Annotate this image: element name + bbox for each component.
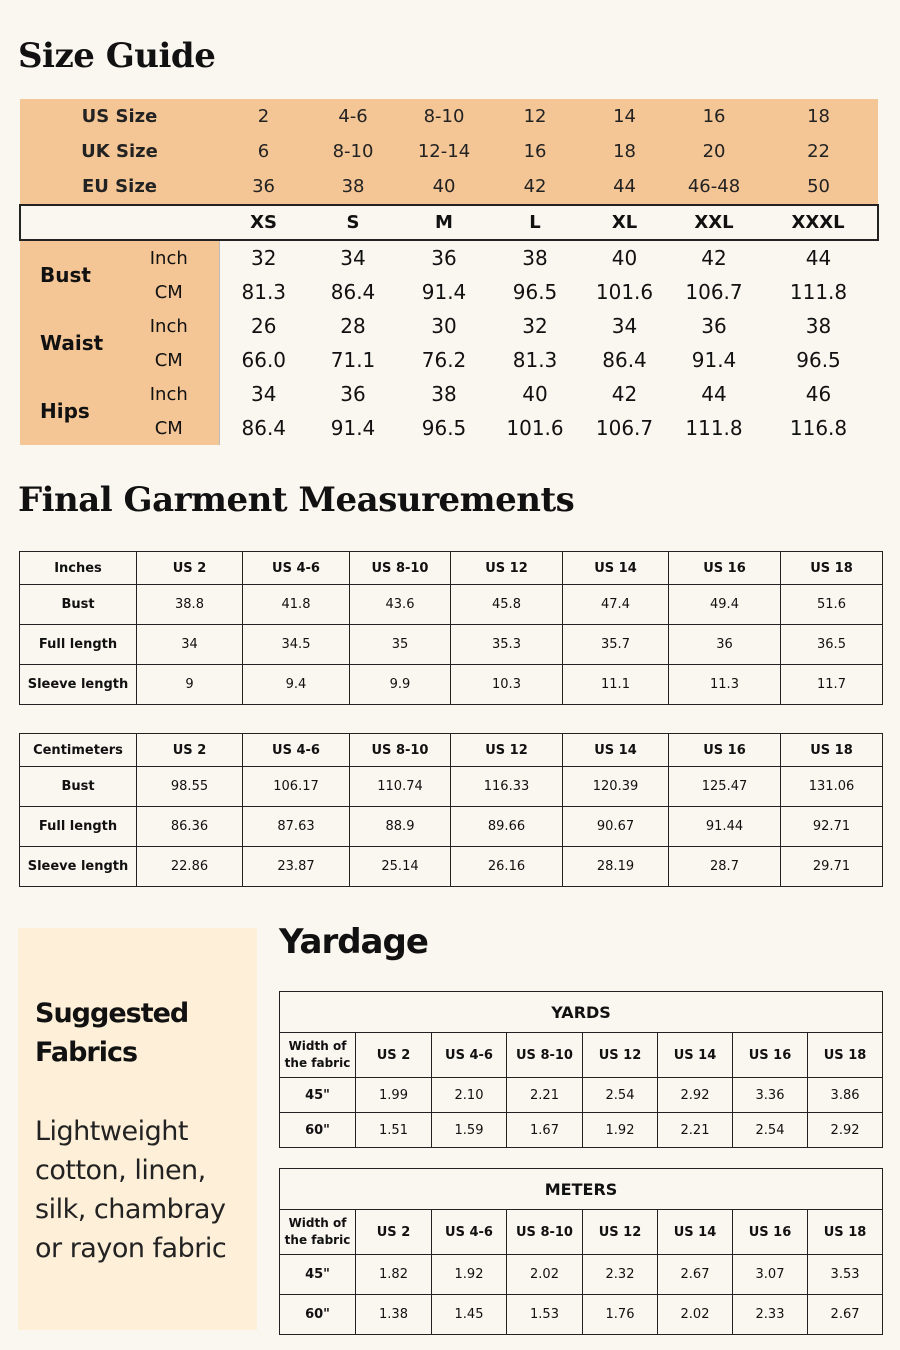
measurement-value: 81.3 (490, 343, 580, 377)
letter-size: L (490, 205, 580, 240)
size-value: 8-10 (398, 99, 490, 134)
measurement-value: 106.7 (669, 275, 759, 309)
row-label: Sleeve length (20, 665, 137, 705)
size-guide-table (19, 99, 879, 445)
garment-row (20, 807, 883, 847)
measurement-value: 86.4 (219, 411, 308, 445)
size-column-header: US 12 (583, 1210, 658, 1255)
letter-size: XXXL (759, 205, 878, 240)
size-system-label: US Size (20, 99, 219, 134)
fabric-width: 45" (280, 1255, 356, 1295)
garment-value: 89.66 (451, 807, 563, 847)
letter-size-blank (20, 205, 219, 240)
garment-value: 9 (137, 665, 243, 705)
size-column-header: US 18 (808, 1033, 883, 1078)
unit-heading: Inches (20, 552, 137, 585)
measurement-value: 101.6 (490, 411, 580, 445)
measurement-cm-row (20, 411, 878, 445)
measurement-value: 36 (669, 309, 759, 343)
yardage-value: 2.02 (507, 1255, 583, 1295)
garment-value: 11.3 (669, 665, 781, 705)
garment-value: 106.17 (243, 767, 350, 807)
garment-value: 35 (350, 625, 451, 665)
garment-header-row (20, 734, 883, 767)
garment-value: 51.6 (781, 585, 883, 625)
size-column-header: US 14 (658, 1033, 733, 1078)
size-system-label: EU Size (20, 169, 219, 205)
row-label: Bust (20, 767, 137, 807)
size-column-header: US 4-6 (432, 1033, 507, 1078)
garment-value: 91.44 (669, 807, 781, 847)
garment-value: 116.33 (451, 767, 563, 807)
yardage-value: 1.53 (507, 1295, 583, 1335)
measurement-name: Waist (20, 309, 119, 377)
size-value: 12 (490, 99, 580, 134)
size-header-row (20, 169, 878, 205)
unit-label: Inch (119, 377, 219, 411)
row-label: Sleeve length (20, 847, 137, 887)
letter-size: S (308, 205, 398, 240)
garment-value: 29.71 (781, 847, 883, 887)
yardage-row (280, 1295, 883, 1335)
measurement-cm-row (20, 343, 878, 377)
garment-value: 36 (669, 625, 781, 665)
size-value: 16 (490, 134, 580, 169)
yardage-value: 2.92 (808, 1113, 883, 1148)
garment-value: 41.8 (243, 585, 350, 625)
unit-label: CM (119, 411, 219, 445)
measurement-value: 34 (308, 240, 398, 275)
garment-value: 23.87 (243, 847, 350, 887)
garment-row (20, 767, 883, 807)
unit-label: Inch (119, 240, 219, 275)
yardage-value: 3.86 (808, 1078, 883, 1113)
garment-inches-table (19, 551, 883, 705)
measurement-value: 42 (669, 240, 759, 275)
size-column-header: US 4-6 (243, 734, 350, 767)
measurement-value: 91.4 (308, 411, 398, 445)
yardage-value: 2.54 (583, 1078, 658, 1113)
measurement-value: 40 (490, 377, 580, 411)
garment-value: 43.6 (350, 585, 451, 625)
size-value: 38 (308, 169, 398, 205)
measurement-value: 96.5 (398, 411, 490, 445)
garment-value: 35.7 (563, 625, 669, 665)
yardage-value: 1.76 (583, 1295, 658, 1335)
measurement-value: 71.1 (308, 343, 398, 377)
garment-row (20, 847, 883, 887)
row-label: Bust (20, 585, 137, 625)
yardage-meters-table (279, 1168, 883, 1335)
measurement-inch-row (20, 377, 878, 411)
yardage-yards-table (279, 991, 883, 1148)
size-header-row (20, 134, 878, 169)
measurement-name: Bust (20, 240, 119, 309)
garment-value: 9.4 (243, 665, 350, 705)
measurement-cm-row (20, 275, 878, 309)
unit-heading: Centimeters (20, 734, 137, 767)
measurement-value: 38 (398, 377, 490, 411)
size-system-label: UK Size (20, 134, 219, 169)
garment-value: 9.9 (350, 665, 451, 705)
yardage-value: 1.51 (356, 1113, 432, 1148)
size-column-header: US 8-10 (507, 1033, 583, 1078)
garment-value: 47.4 (563, 585, 669, 625)
size-column-header: US 8-10 (350, 734, 451, 767)
garment-centimeters-table (19, 733, 883, 887)
size-column-header: US 16 (733, 1033, 808, 1078)
measurement-value: 36 (308, 377, 398, 411)
row-label: Full length (20, 807, 137, 847)
garment-value: 38.8 (137, 585, 243, 625)
measurement-value: 34 (580, 309, 669, 343)
size-column-header: US 4-6 (432, 1210, 507, 1255)
measurement-value: 101.6 (580, 275, 669, 309)
size-value: 44 (580, 169, 669, 205)
garment-row (20, 625, 883, 665)
size-column-header: US 14 (658, 1210, 733, 1255)
yardage-value: 2.67 (658, 1255, 733, 1295)
garment-header-row (20, 552, 883, 585)
size-value: 16 (669, 99, 759, 134)
size-column-header: US 14 (563, 552, 669, 585)
size-value: 42 (490, 169, 580, 205)
size-column-header: US 2 (137, 552, 243, 585)
garment-row (20, 665, 883, 705)
garment-value: 88.9 (350, 807, 451, 847)
yardage-value: 2.32 (583, 1255, 658, 1295)
garment-value: 34.5 (243, 625, 350, 665)
size-value: 4-6 (308, 99, 398, 134)
garment-value: 36.5 (781, 625, 883, 665)
garment-value: 98.55 (137, 767, 243, 807)
size-value: 14 (580, 99, 669, 134)
garment-value: 125.47 (669, 767, 781, 807)
garment-value: 11.1 (563, 665, 669, 705)
measurement-value: 86.4 (308, 275, 398, 309)
measurement-value: 42 (580, 377, 669, 411)
measurement-value: 28 (308, 309, 398, 343)
size-column-header: US 8-10 (507, 1210, 583, 1255)
yardage-title: Yardage (279, 922, 428, 962)
garment-value: 90.67 (563, 807, 669, 847)
garment-value: 25.14 (350, 847, 451, 887)
size-column-header: US 8-10 (350, 552, 451, 585)
yardage-value: 2.92 (658, 1078, 733, 1113)
garment-value: 26.16 (451, 847, 563, 887)
garment-value: 92.71 (781, 807, 883, 847)
garment-value: 86.36 (137, 807, 243, 847)
measurement-value: 81.3 (219, 275, 308, 309)
measurement-value: 32 (490, 309, 580, 343)
size-column-header: US 4-6 (243, 552, 350, 585)
row-label: Full length (20, 625, 137, 665)
garment-value: 131.06 (781, 767, 883, 807)
letter-size: XL (580, 205, 669, 240)
size-column-header: US 14 (563, 734, 669, 767)
garment-value: 87.63 (243, 807, 350, 847)
size-guide-title: Size Guide (18, 36, 216, 76)
size-value: 18 (759, 99, 878, 134)
measurement-value: 38 (490, 240, 580, 275)
measurement-value: 26 (219, 309, 308, 343)
width-of-fabric-label: Width of the fabric (280, 1033, 356, 1078)
yardage-value: 3.07 (733, 1255, 808, 1295)
size-column-header: US 2 (137, 734, 243, 767)
size-value: 46-48 (669, 169, 759, 205)
measurement-value: 106.7 (580, 411, 669, 445)
measurement-value: 66.0 (219, 343, 308, 377)
yardage-value: 1.38 (356, 1295, 432, 1335)
fabric-width: 45" (280, 1078, 356, 1113)
measurement-value: 30 (398, 309, 490, 343)
size-column-header: US 18 (781, 734, 883, 767)
yardage-value: 2.02 (658, 1295, 733, 1335)
letter-size: M (398, 205, 490, 240)
letter-size: XS (219, 205, 308, 240)
size-header-row (20, 99, 878, 134)
size-value: 12-14 (398, 134, 490, 169)
size-value: 2 (219, 99, 308, 134)
yardage-value: 2.54 (733, 1113, 808, 1148)
garment-value: 110.74 (350, 767, 451, 807)
yardage-value: 2.21 (658, 1113, 733, 1148)
yardage-unit-title: YARDS (280, 992, 883, 1033)
letter-size-row (20, 205, 878, 240)
measurement-value: 91.4 (398, 275, 490, 309)
suggested-fabrics-title: Suggested Fabrics (35, 998, 189, 1068)
measurement-value: 96.5 (490, 275, 580, 309)
size-value: 50 (759, 169, 878, 205)
size-column-header: US 18 (808, 1210, 883, 1255)
garment-row (20, 585, 883, 625)
yardage-value: 1.92 (432, 1255, 507, 1295)
garment-value: 22.86 (137, 847, 243, 887)
yardage-value: 1.92 (583, 1113, 658, 1148)
measurement-value: 44 (759, 240, 878, 275)
measurement-inch-row (20, 240, 878, 275)
size-column-header: US 12 (451, 734, 563, 767)
size-value: 6 (219, 134, 308, 169)
garment-value: 49.4 (669, 585, 781, 625)
suggested-fabrics-text: Lightweight cotton, linen, silk, chambray or rayon fabric (35, 1116, 227, 1264)
yardage-header-row (280, 1033, 883, 1078)
yardage-value: 2.33 (733, 1295, 808, 1335)
size-value: 18 (580, 134, 669, 169)
yardage-value: 1.59 (432, 1113, 507, 1148)
yardage-row (280, 1255, 883, 1295)
measurement-value: 38 (759, 309, 878, 343)
measurement-value: 86.4 (580, 343, 669, 377)
measurement-value: 91.4 (669, 343, 759, 377)
size-column-header: US 2 (356, 1210, 432, 1255)
yardage-value: 3.36 (733, 1078, 808, 1113)
yardage-value: 2.67 (808, 1295, 883, 1335)
size-value: 20 (669, 134, 759, 169)
size-value: 22 (759, 134, 878, 169)
fabric-width: 60" (280, 1295, 356, 1335)
measurement-name: Hips (20, 377, 119, 445)
garment-value: 10.3 (451, 665, 563, 705)
unit-label: Inch (119, 309, 219, 343)
measurement-inch-row (20, 309, 878, 343)
yardage-value: 3.53 (808, 1255, 883, 1295)
size-column-header: US 18 (781, 552, 883, 585)
garment-value: 120.39 (563, 767, 669, 807)
garment-value: 34 (137, 625, 243, 665)
garment-value: 28.7 (669, 847, 781, 887)
measurement-value: 32 (219, 240, 308, 275)
yardage-value: 1.67 (507, 1113, 583, 1148)
yardage-row (280, 1113, 883, 1148)
yardage-unit-title: METERS (280, 1169, 883, 1210)
yardage-value: 2.21 (507, 1078, 583, 1113)
garment-value: 11.7 (781, 665, 883, 705)
suggested-fabrics-box (18, 928, 257, 1330)
measurement-value: 44 (669, 377, 759, 411)
yardage-title-row (280, 992, 883, 1033)
size-value: 36 (219, 169, 308, 205)
width-of-fabric-label: Width of the fabric (280, 1210, 356, 1255)
measurement-value: 40 (580, 240, 669, 275)
measurement-value: 96.5 (759, 343, 878, 377)
size-column-header: US 12 (583, 1033, 658, 1078)
measurement-value: 34 (219, 377, 308, 411)
yardage-value: 1.45 (432, 1295, 507, 1335)
garment-value: 28.19 (563, 847, 669, 887)
size-column-header: US 16 (733, 1210, 808, 1255)
yardage-header-row (280, 1210, 883, 1255)
yardage-value: 1.99 (356, 1078, 432, 1113)
measurement-value: 116.8 (759, 411, 878, 445)
unit-label: CM (119, 275, 219, 309)
measurement-value: 111.8 (759, 275, 878, 309)
size-column-header: US 16 (669, 734, 781, 767)
yardage-row (280, 1078, 883, 1113)
size-value: 8-10 (308, 134, 398, 169)
unit-label: CM (119, 343, 219, 377)
size-column-header: US 16 (669, 552, 781, 585)
size-column-header: US 12 (451, 552, 563, 585)
letter-size: XXL (669, 205, 759, 240)
measurement-value: 111.8 (669, 411, 759, 445)
yardage-value: 2.10 (432, 1078, 507, 1113)
size-value: 40 (398, 169, 490, 205)
measurement-value: 36 (398, 240, 490, 275)
garment-value: 45.8 (451, 585, 563, 625)
fabric-width: 60" (280, 1113, 356, 1148)
measurement-value: 46 (759, 377, 878, 411)
garment-measurements-title: Final Garment Measurements (18, 480, 575, 520)
measurement-value: 76.2 (398, 343, 490, 377)
yardage-value: 1.82 (356, 1255, 432, 1295)
size-column-header: US 2 (356, 1033, 432, 1078)
garment-value: 35.3 (451, 625, 563, 665)
yardage-title-row (280, 1169, 883, 1210)
